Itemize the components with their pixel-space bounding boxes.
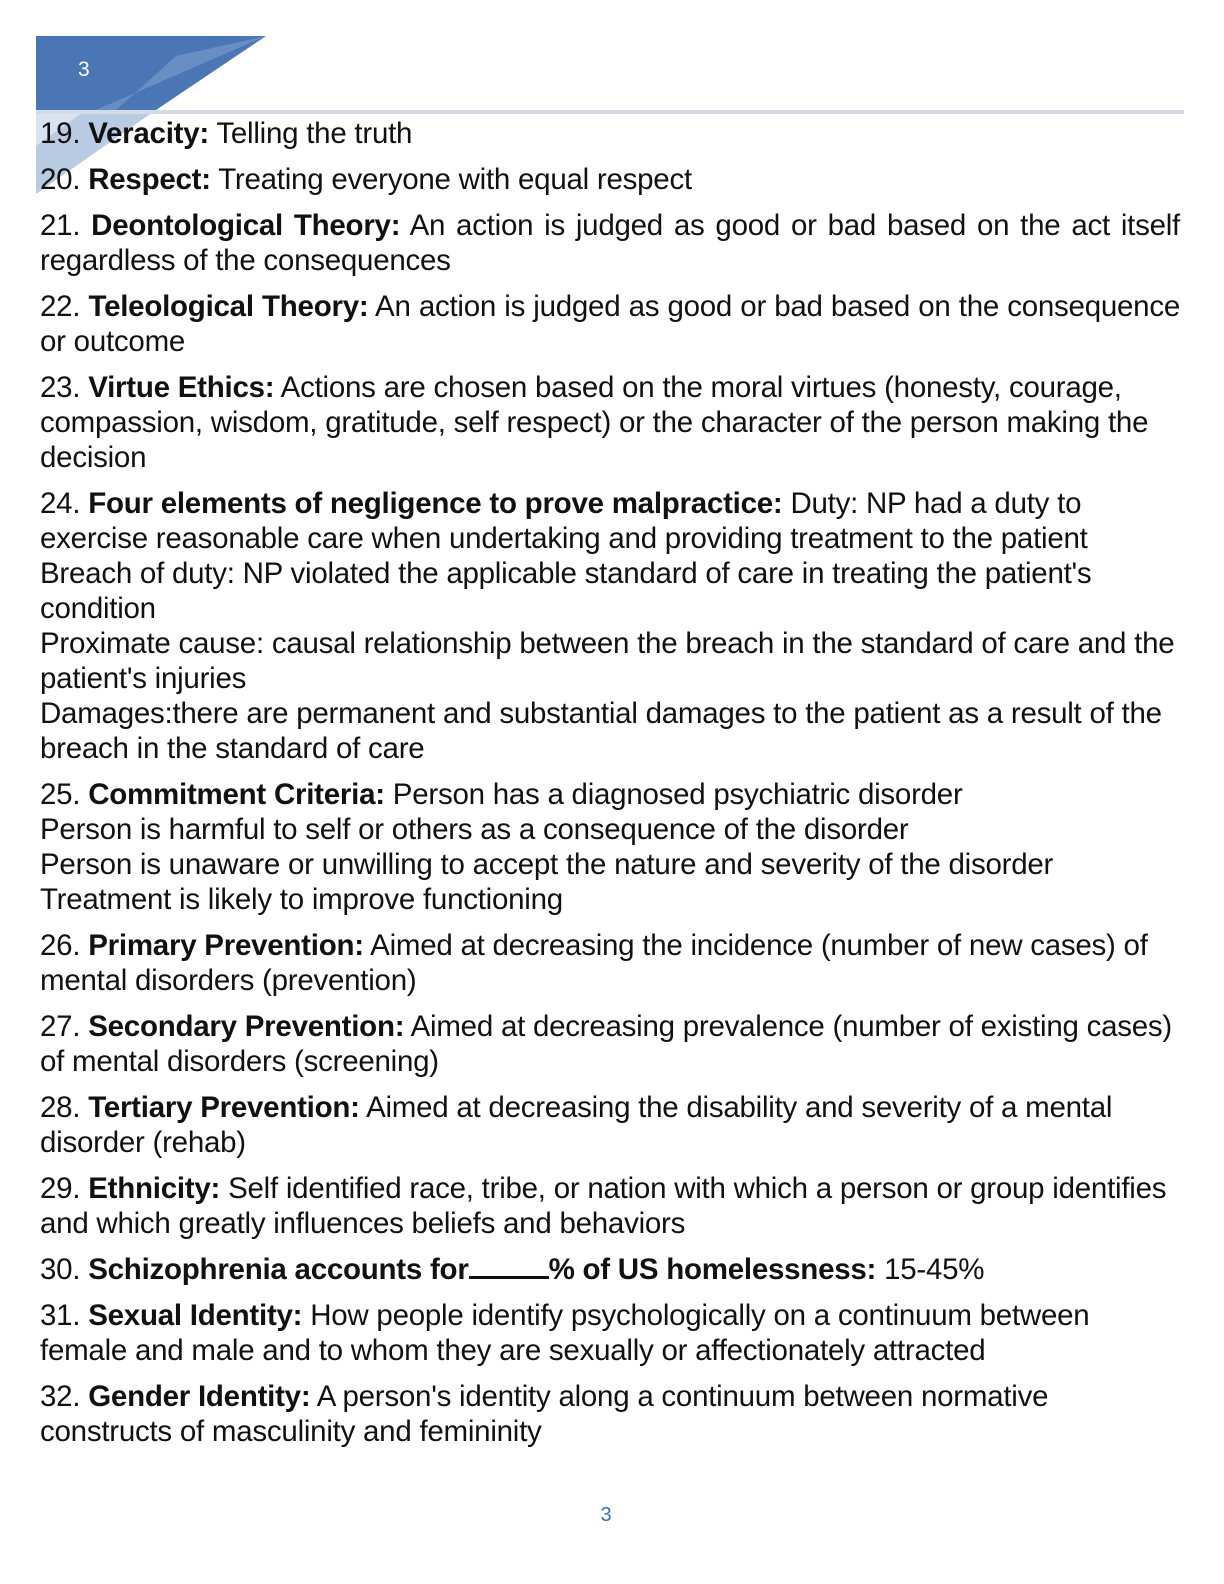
item-term: Deontological Theory: bbox=[91, 209, 401, 242]
item-text: Actions are chosen based on the moral virtues (honesty, courage, compassion, wisdom, gratitude, self respect) or the character of the person making the decision bbox=[40, 371, 1149, 474]
list-item bbox=[40, 162, 1180, 197]
item-number: 29. bbox=[40, 1172, 81, 1205]
list-item bbox=[40, 928, 1180, 998]
item-number: 22. bbox=[40, 290, 81, 323]
item-number: 30. bbox=[40, 1253, 81, 1286]
item-term: Respect: bbox=[88, 163, 211, 196]
item-line: Person is harmful to self or others as a consequence of the disorder bbox=[40, 813, 909, 846]
item-term: Virtue Ethics: bbox=[88, 371, 275, 404]
item-text: An action is judged as good or bad based on the act itself regardless of the consequences bbox=[40, 209, 1180, 277]
list-item bbox=[40, 1090, 1180, 1160]
item-term: Sexual Identity: bbox=[88, 1299, 303, 1332]
fill-in-blank bbox=[469, 1254, 549, 1279]
header-page-number: 3 bbox=[78, 58, 90, 81]
item-term: Schizophrenia accounts for bbox=[88, 1253, 469, 1286]
list-item bbox=[40, 1171, 1180, 1241]
list-item bbox=[40, 1252, 1180, 1287]
item-number: 24. bbox=[40, 487, 81, 520]
item-line: Person is unaware or unwilling to accept the nature and severity of the disorder bbox=[40, 848, 1054, 881]
item-term: Four elements of negligence to prove malpractice: bbox=[88, 487, 783, 520]
item-term-suffix: % of US homelessness: bbox=[548, 1253, 877, 1286]
item-text: An action is judged as good or bad based on the consequence or outcome bbox=[40, 290, 1180, 358]
item-text: Aimed at decreasing the incidence (number of new cases) of mental disorders (prevention) bbox=[40, 929, 1148, 997]
item-text: Treating everyone with equal respect bbox=[218, 163, 692, 196]
list-item bbox=[40, 116, 1180, 151]
item-text: A person's identity along a continuum between normative constructs of masculinity and femininity bbox=[40, 1380, 1049, 1448]
item-text: Aimed at decreasing the disability and severity of a mental disorder (rehab) bbox=[40, 1091, 1113, 1159]
item-term: Veracity: bbox=[88, 117, 209, 150]
item-term: Secondary Prevention: bbox=[88, 1010, 405, 1043]
list-item bbox=[40, 370, 1180, 475]
list-item bbox=[40, 486, 1180, 766]
list-item bbox=[40, 208, 1180, 278]
item-number: 21. bbox=[40, 209, 81, 242]
item-text: Telling the truth bbox=[216, 117, 413, 150]
item-number: 23. bbox=[40, 371, 81, 404]
item-number: 26. bbox=[40, 929, 81, 962]
item-text: Person has a diagnosed psychiatric disorder bbox=[392, 778, 963, 811]
item-number: 28. bbox=[40, 1091, 81, 1124]
list-item bbox=[40, 1298, 1180, 1368]
item-term: Gender Identity: bbox=[88, 1380, 311, 1413]
item-term: Primary Prevention: bbox=[88, 929, 364, 962]
header-rule bbox=[36, 110, 1184, 114]
item-text: Aimed at decreasing prevalence (number of existing cases) of mental disorders (screening) bbox=[40, 1010, 1172, 1078]
definitions-list bbox=[40, 116, 1180, 1460]
footer-page-number: 3 bbox=[600, 1504, 612, 1526]
item-term: Teleological Theory: bbox=[88, 290, 369, 323]
item-text: Duty: NP had a duty to exercise reasonable care when undertaking and providing treatment to the patient bbox=[40, 487, 1088, 555]
item-text: How people identify psychologically on a continuum between female and male and to whom they are sexually or affectionately attracted bbox=[40, 1299, 1090, 1367]
item-text: 15-45% bbox=[884, 1253, 985, 1286]
item-number: 32. bbox=[40, 1380, 81, 1413]
item-text: Self identified race, tribe, or nation with which a person or group identifies and which greatly influences beliefs and behaviors bbox=[40, 1172, 1167, 1240]
item-line: Treatment is likely to improve functioning bbox=[40, 883, 563, 916]
item-line: Damages:there are permanent and substantial damages to the patient as a result of the breach in the standard of care bbox=[40, 697, 1162, 765]
item-number: 27. bbox=[40, 1010, 81, 1043]
list-item bbox=[40, 1009, 1180, 1079]
item-number: 19. bbox=[40, 117, 81, 150]
item-line: Breach of duty: NP violated the applicable standard of care in treating the patient's condition bbox=[40, 557, 1092, 625]
item-number: 20. bbox=[40, 163, 81, 196]
list-item bbox=[40, 1379, 1180, 1449]
item-number: 31. bbox=[40, 1299, 81, 1332]
list-item bbox=[40, 289, 1180, 359]
item-term: Ethnicity: bbox=[88, 1172, 221, 1205]
item-line: Proximate cause: causal relationship between the breach in the standard of care and the patient's injuries bbox=[40, 627, 1175, 695]
item-number: 25. bbox=[40, 778, 81, 811]
item-term: Tertiary Prevention: bbox=[88, 1091, 360, 1124]
list-item bbox=[40, 777, 1180, 917]
item-term: Commitment Criteria: bbox=[88, 778, 385, 811]
